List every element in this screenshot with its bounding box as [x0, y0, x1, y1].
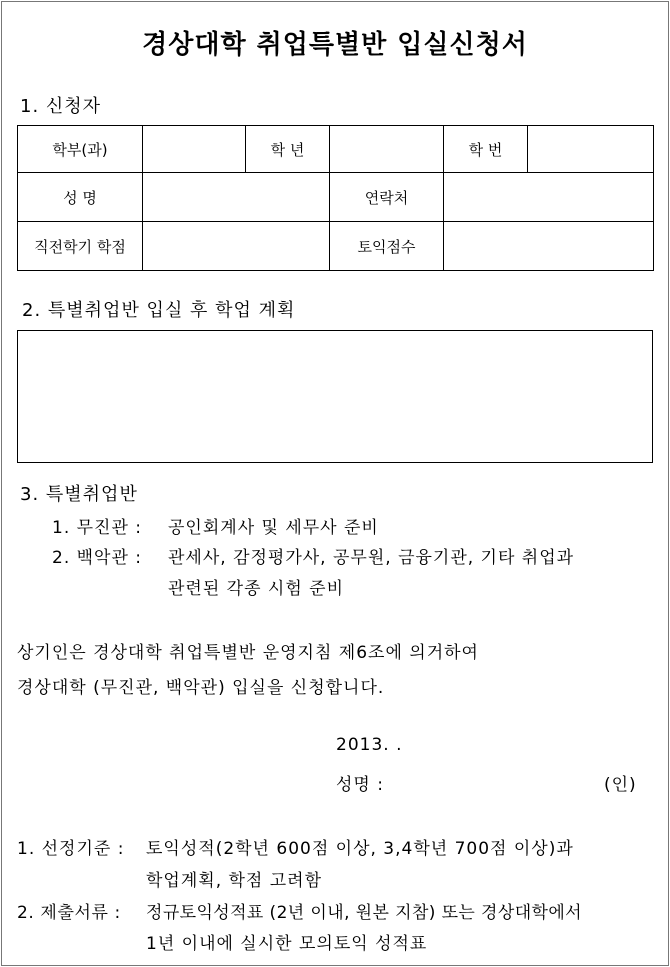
class-item-text-cont: 관련된 각종 시험 준비	[168, 579, 345, 599]
note-text-cont: 학업계획, 학점 고려함	[146, 871, 323, 891]
study-plan-field[interactable]	[17, 330, 653, 463]
class-item-label: 1. 무진관 :	[52, 518, 143, 538]
gpa-label: 직전학기 학점	[18, 222, 143, 271]
gpa-field[interactable]	[143, 222, 330, 271]
year-label: 학 년	[246, 126, 330, 173]
note-text: 정규토익성적표 (2년 이내, 원본 지참) 또는 경상대학에서	[146, 903, 582, 923]
table-row	[18, 222, 654, 271]
table-row	[18, 126, 654, 173]
contact-label: 연락처	[330, 173, 444, 222]
student-no-field[interactable]	[528, 126, 654, 173]
section-plan-heading: 2. 특별취업반 입실 후 학업 계획	[22, 300, 296, 321]
class-item-text: 공인회계사 및 세무사 준비	[168, 518, 379, 538]
year-field[interactable]	[330, 126, 444, 173]
document-title: 경상대학 취업특별반 입실신청서	[142, 30, 528, 60]
class-item-label: 2. 백악관 :	[52, 548, 143, 568]
statement-line: 상기인은 경상대학 취업특별반 운영지침 제6조에 의거하여	[17, 643, 479, 663]
dept-label: 학부(과)	[18, 126, 143, 173]
application-date: 2013. .	[336, 735, 403, 755]
toeic-label: 토익점수	[330, 222, 444, 271]
applicant-name-label: 성명 :	[336, 775, 384, 795]
contact-field[interactable]	[444, 173, 654, 222]
dept-field[interactable]	[143, 126, 246, 173]
statement-line: 경상대학 (무진관, 백악관) 입실을 신청합니다.	[17, 678, 385, 698]
note-label: 1. 선정기준 :	[17, 839, 125, 859]
note-label: 2. 제출서류 :	[17, 903, 121, 923]
class-item-text: 관세사, 감정평가사, 공무원, 금융기관, 기타 취업과	[168, 548, 575, 568]
section-applicant-heading: 1. 신청자	[20, 96, 102, 117]
note-text: 토익성적(2학년 600점 이상, 3,4학년 700점 이상)과	[146, 839, 574, 859]
applicant-table	[17, 125, 654, 271]
student-no-label: 학 번	[444, 126, 528, 173]
section-class-heading: 3. 특별취업반	[20, 484, 138, 505]
toeic-field[interactable]	[444, 222, 654, 271]
name-field[interactable]	[143, 173, 330, 222]
seal-mark: (인)	[604, 775, 637, 795]
note-text-cont: 1년 이내에 실시한 모의토익 성적표	[146, 934, 428, 954]
table-row	[18, 173, 654, 222]
name-label: 성 명	[18, 173, 143, 222]
